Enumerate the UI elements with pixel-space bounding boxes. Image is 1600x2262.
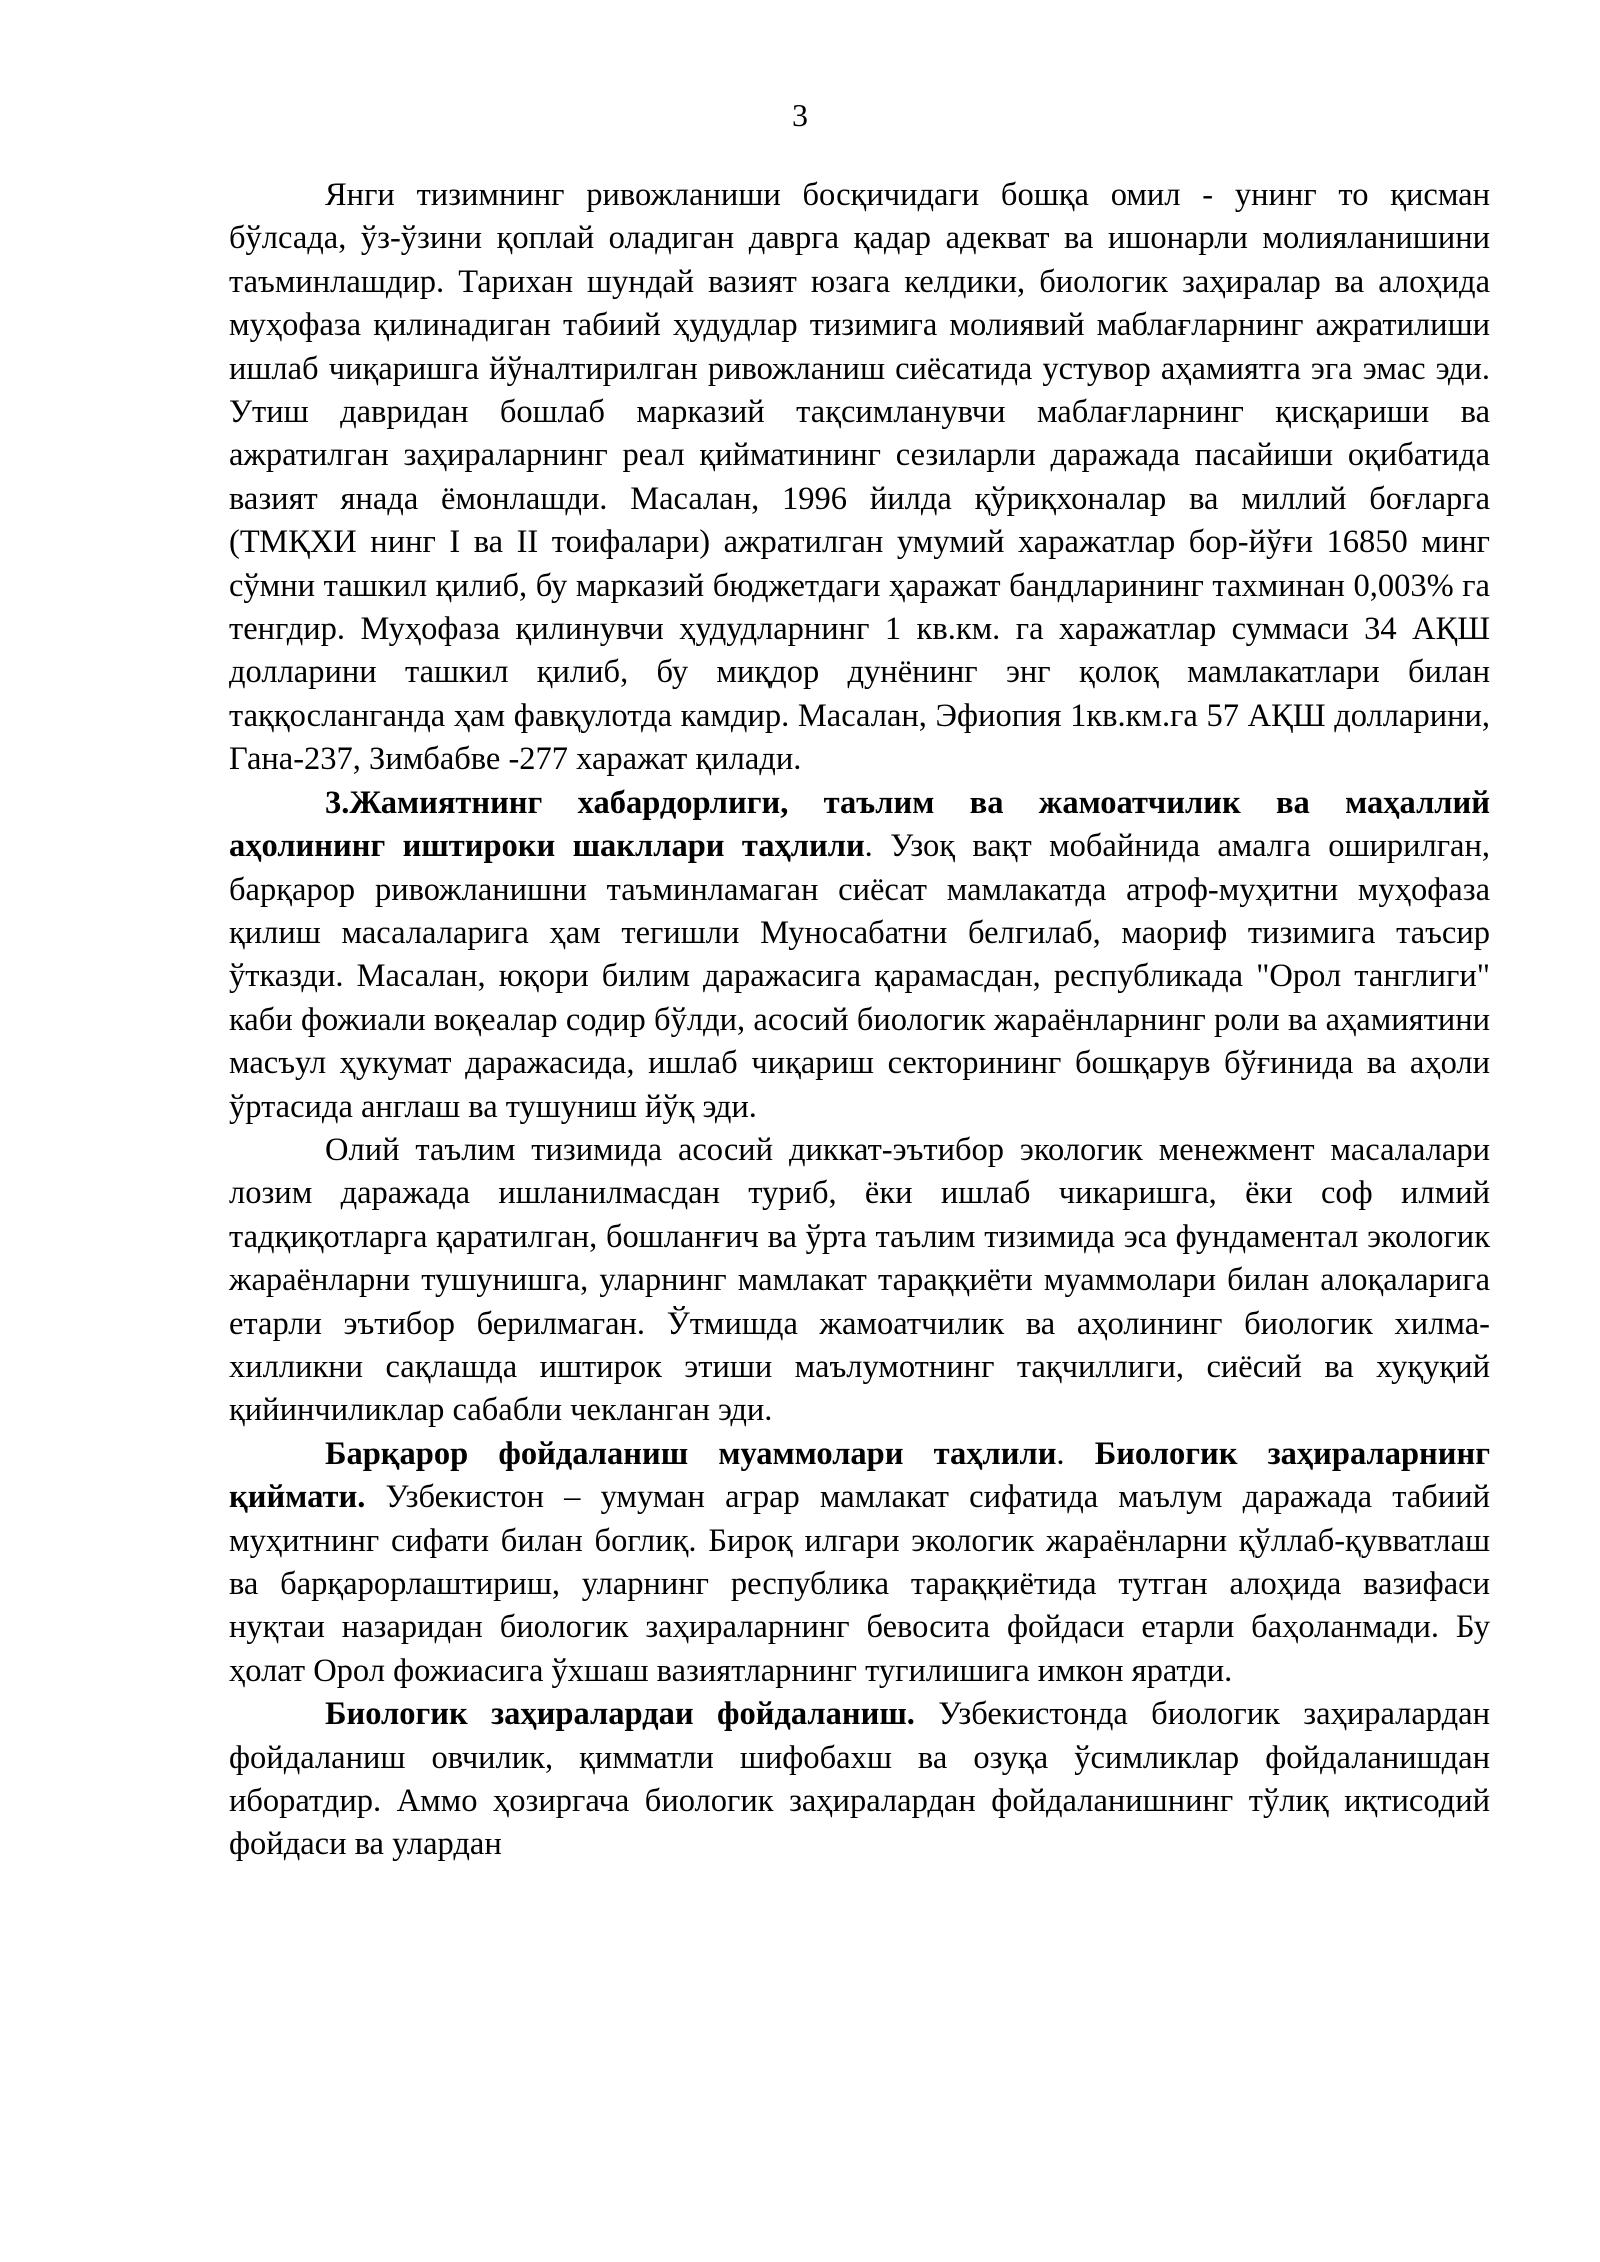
paragraph-text: . — [1056, 1435, 1095, 1472]
paragraph-text: Янги тизимнинг ривожланиши босқичидаги бошқа омил - унинг то қисман бўлсада, ўз-ўзини қоплай оладиган даврга қадар адекват ва ишонарли молияланишини таъминлашдир. Тарихан шундай вазият юзага келдики, биологик заҳиралар ва алоҳида муҳофаза қилинадиган табиий ҳудудлар тизимига молиявий маблағларнинг ажратилиши ишлаб чиқаришга йўналтирилган ривожланиш сиёсатида устувор аҳамиятга эга эмас эди. Утиш давридан бошлаб марказий тақсимланувчи маблағларнинг қисқариши ва ажратилган заҳираларнинг реал қийматининг сезиларли даражада пасайиши оқибатида вазият янада ёмонлашди. Масалан, 1996 йилда қўриқхоналар ва миллий боғларга (ТМҚХИ нинг I ва II тоифалари) ажратилган умумий харажатлар бор-йўғи 16850 минг сўмни ташкил қилиб, бу марказий бюджетдаги ҳаражат бандларининг тахминан 0,003% га тенгдир. Муҳофаза қилинувчи ҳудудларнинг 1 кв.км. га харажатлар суммаси 34 АҚШ долларини ташкил қилиб, бу миқдор дунёнинг энг қолоқ мамлакатлари билан таққосланганда ҳам фавқулотда камдир. Масалан, Эфиопия 1кв.км.га 57 АҚШ долларини, Гана-237, Зимбабве -277 харажат қилади. — [229, 177, 1490, 778]
section-heading-resource-use: Биологик заҳиралардаи фойдаланиш. — [325, 1696, 915, 1733]
paragraph-higher-education — [229, 1129, 1490, 1433]
paragraph-funding — [229, 174, 1490, 782]
paragraph-resource-use — [229, 1693, 1490, 1867]
page-number: 3 — [792, 97, 808, 133]
paragraph-text: Узбекистон – умуман аграр мамлакат сифатида маълум даражада табиий муҳитнинг сифати билан боглиқ. Бироқ илгари экологик жараёнларни қўллаб-қувватлаш ва барқарорлаштириш, уларнинг республика тараққиётида тутган алоҳида вазифаси нуқтаи назаридан биологик заҳираларнинг бевосита фойдаси етарли баҳоланмади. Бу ҳолат Орол фожиасига ўхшаш вазиятларнинг тугилишига имкон яратди. — [229, 1479, 1490, 1689]
paragraph-sustainable-use — [229, 1433, 1490, 1693]
paragraph-public-awareness — [229, 782, 1490, 1129]
section-heading-public-awareness: 3.Жамиятнинг хабардорлиги, таълим ва жамоатчилик ва маҳаллий аҳолининг иштироки шакллари таҳлили — [229, 784, 1490, 865]
paragraph-text: Узбекистонда биологик заҳиралардан фойдаланиш овчилик, қимматли шифобахш ва озуқа ўсимликлар фойдаланишдан иборатдир. Аммо ҳозиргача биологик заҳиралардан фойдаланишнинг тўлиқ иқтисодий фойдаси ва улардан — [229, 1696, 1490, 1863]
section-heading-sustainable-use: Барқарор фойдаланиш муаммолари таҳлили — [325, 1435, 1057, 1472]
section-heading-resource-value: Биологик заҳираларнинг қиймати. — [229, 1435, 1490, 1516]
paragraph-text: . Узоқ вақт мобайнида амалга оширилган, барқарор ривожланишни таъминламаган сиёсат мамлакатда атроф-муҳитни муҳофаза қилиш масалаларига ҳам тегишли Муносабатни белгилаб, маориф тизимига таъсир ўтказди. Масалан, юқори билим даражасига қарамасдан, республикада "Орол танглиги" каби фожиали воқеалар содир бўлди, асосий биологик жараёнларнинг роли ва аҳамиятини масъул ҳукумат даражасида, ишлаб чиқариш секторининг бошқарув бўғинида ва аҳоли ўртасида англаш ва тушуниш йўқ эди. — [229, 828, 1490, 1125]
paragraph-text: Олий таълим тизимида асосий диккат-эътибор экологик менежмент масалалари лозим даражада ишланилмасдан туриб, ёки ишлаб чикаришга, ёки соф илмий тадқиқотларга қаратилган, бошланғич ва ўрта таълим тизимида эса фундаментал экологик жараёнларни тушунишга, уларнинг мамлакат тараққиёти муаммолари билан алоқаларига етарли эътибор берилмаган. Ўтмишда жамоатчилик ва аҳолининг биологик хилма-хилликни сақлашда иштирок этиши маълумотнинг тақчиллиги, сиёсий ва хуқуқий қийинчиликлар сабабли чекланган эди. — [229, 1131, 1490, 1429]
document-body — [229, 174, 1490, 1867]
